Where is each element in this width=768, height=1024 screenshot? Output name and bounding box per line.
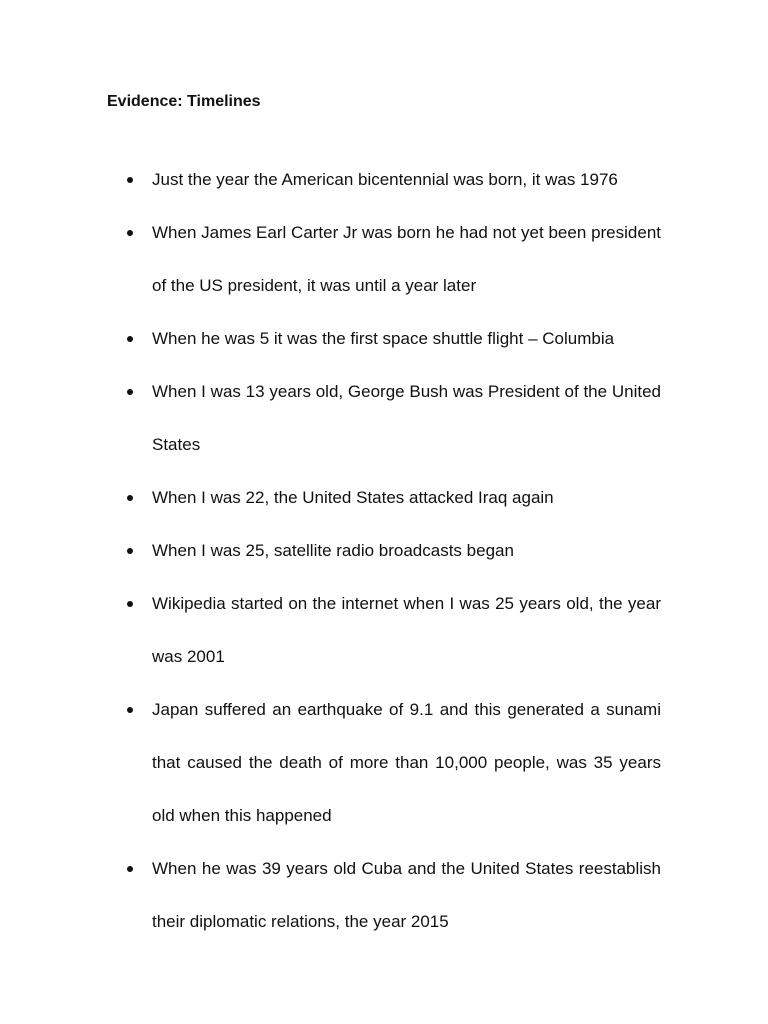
timeline-item-9 [127,842,661,948]
timeline-item-text: When he was 39 years old Cuba and the United States reestablish their diplomatic relations, the year 2015 [152,859,661,931]
timeline-item-text: Just the year the American bicentennial was born, it was 1976 [152,170,618,189]
bullet-icon [127,707,133,713]
timeline-item-text: Japan suffered an earthquake of 9.1 and this generated a sunami that caused the death of more than 10,000 people, was 35 years old when this happened [152,700,661,825]
timeline-item-text: When he was 5 it was the first space shuttle flight – Columbia [152,329,615,348]
timeline-item-8 [127,683,661,842]
bullet-icon [127,495,133,501]
timeline-item-text: When I was 13 years old, George Bush was President of the United States [152,382,661,454]
timeline-item-6 [127,524,661,577]
timeline-item-1 [127,153,661,206]
bullet-icon [127,866,133,872]
bullet-icon [127,177,133,183]
bullet-icon [127,336,133,342]
timeline-item-text: When I was 22, the United States attacked Iraq again [152,488,554,507]
bullet-icon [127,548,133,554]
timeline-item-text: Wikipedia started on the internet when I was 25 years old, the year was 2001 [152,594,661,666]
timeline-item-text: When James Earl Carter Jr was born he had not yet been president of the US president, it was until a year later [152,223,661,295]
timeline-item-7 [127,577,661,683]
bullet-icon [127,601,133,607]
bullet-icon [127,230,133,236]
timeline-item-5 [127,471,661,524]
timeline-list [127,153,661,948]
timeline-item-4 [127,365,661,471]
timeline-item-2 [127,206,661,312]
bullet-icon [127,389,133,395]
timeline-item-3 [127,312,661,365]
timeline-item-text: When I was 25, satellite radio broadcasts began [152,541,514,560]
document-heading: Evidence: Timelines [107,93,261,110]
